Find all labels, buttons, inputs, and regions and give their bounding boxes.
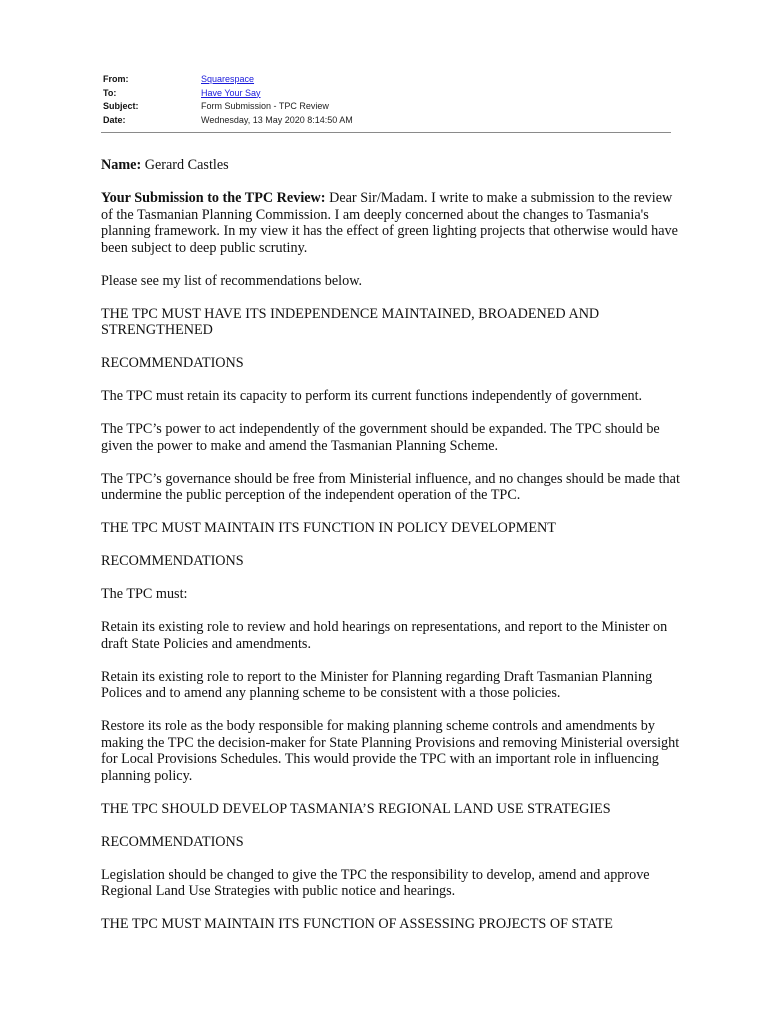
header-to-row [103,87,671,101]
paragraph: The TPC’s governance should be free from Ministerial influence, and no changes should be made that undermine the public perception of the independent operation of the TPC. [101,470,680,503]
to-label: To: [103,87,117,98]
name-label: Name: [101,157,142,173]
section-heading: THE TPC MUST MAINTAIN ITS FUNCTION IN POLICY DEVELOPMENT [101,520,556,536]
paragraph: Retain its existing role to report to the Minister for Planning regarding Draft Tasmanian Planning Polices and to amend any planning scheme to be consistent with a those policies. [101,668,653,701]
header-divider [101,132,671,133]
email-header [103,73,671,127]
subject-value: Form Submission - TPC Review [201,101,329,111]
paragraph: Restore its role as the body responsible for making planning scheme controls and amendments by making the TPC the decision-maker for State Planning Provisions and removing Ministerial oversight for Local Provisions Schedules. This would provide the TPC with an important role in influencing planning policy. [101,718,680,784]
from-label: From: [103,74,129,84]
name-value: Gerard Castles [144,157,229,173]
name-line [101,157,681,174]
paragraph: The TPC must: [101,586,188,602]
from-link[interactable]: Squarespace [201,74,255,84]
header-subject-row [103,100,671,114]
recommendations-heading: RECOMMENDATIONS [101,833,244,850]
paragraph: The TPC’s power to act independently of the government should be expanded. The TPC should be given the power to make and amend the Tasmanian Planning Scheme. [101,421,660,454]
to-link[interactable]: Have Your Say [201,87,261,98]
date-value: Wednesday, 13 May 2020 8:14:50 AM [201,114,353,125]
header-from-row [103,73,671,87]
submission-label: Your Submission to the TPC Review: [101,190,326,206]
paragraph: Retain its existing role to review and hold hearings on representations, and report to the Minister on draft State Policies and amendments. [101,619,668,652]
section-heading: THE TPC MUST HAVE ITS INDEPENDENCE MAINTAINED, BROADENED AND STRENGTHENED [101,305,600,338]
submission-intro [101,190,681,256]
paragraph: Please see my list of recommendations below. [101,272,363,289]
recommendations-heading: RECOMMENDATIONS [101,553,244,569]
recommendations-heading: RECOMMENDATIONS [101,355,244,371]
section-heading: THE TPC MUST MAINTAIN ITS FUNCTION OF ASSESSING PROJECTS OF STATE [101,916,613,932]
paragraph: Legislation should be changed to give the TPC the responsibility to develop, amend and approve Regional Land Use Strategies with public notice and hearings. [101,866,650,899]
paragraph: The TPC must retain its capacity to perform its current functions independently of government. [101,388,643,404]
submission-intro-text: Dear Sir/Madam. I write to make a submission to the review of the Tasmanian Planning Commission. I am deeply concerned about the changes to Tasmania's planning framework. In my view it has the effect of green lighting projects that otherwise would have been subject to deep public scrutiny. [101,190,678,256]
subject-label: Subject: [103,101,139,111]
header-date-row [103,114,671,128]
email-body [101,157,681,949]
section-heading: THE TPC SHOULD DEVELOP TASMANIA’S REGIONAL LAND USE STRATEGIES [101,800,611,817]
date-label: Date: [103,114,126,125]
